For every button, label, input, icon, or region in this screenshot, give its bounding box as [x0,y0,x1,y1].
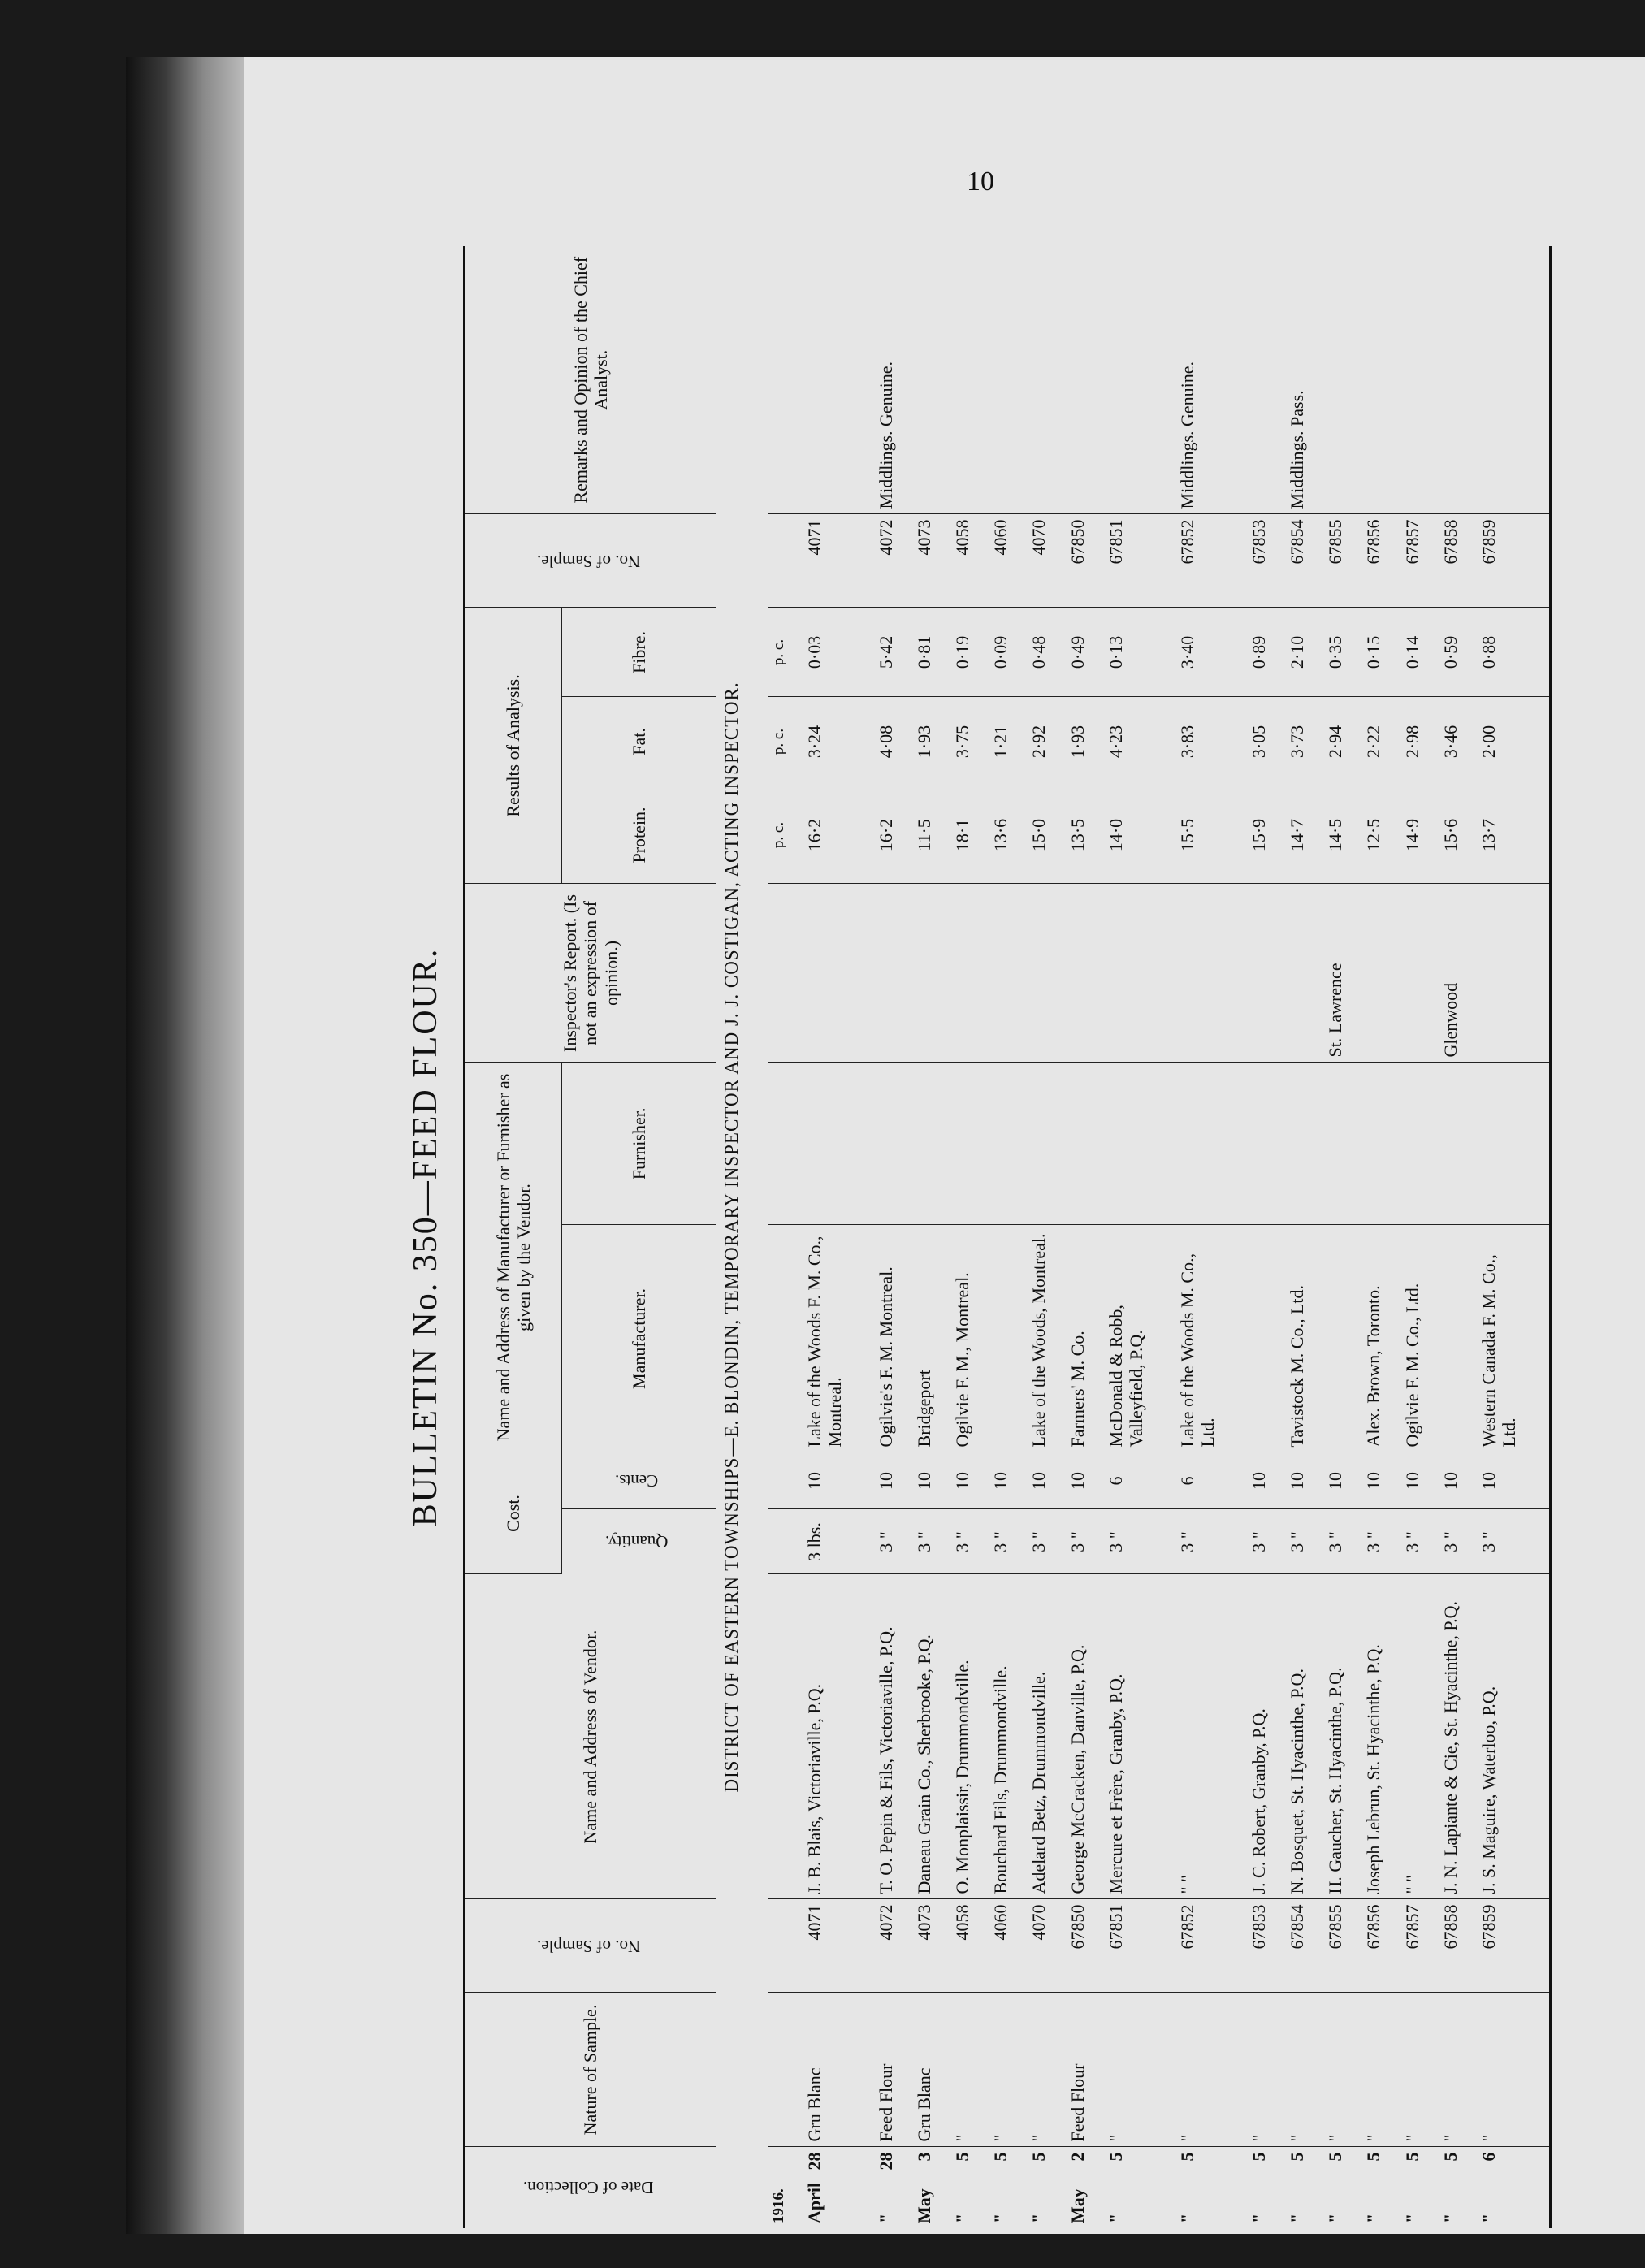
header-protein: Protein. [562,786,716,884]
unit-protein: p. c. [768,786,802,884]
cell-no-sample: 67859 [1477,514,1551,608]
cell-quantity: 3 " [1104,1509,1175,1574]
cell-fibre: 0·13 [1104,608,1175,697]
cell-no-sample: 4073 [912,514,950,608]
cell-month: " [1028,2213,1050,2223]
cell-fat: 2·00 [1477,697,1551,786]
cell-inspector [1027,884,1065,1063]
cell-manufacturer [1439,1225,1477,1452]
cell-inspector [912,884,950,1063]
cell-vendor: J. S. Maguire, Waterloo, P.Q. [1477,1574,1551,1899]
cell-sample-no: 67855 [1323,1899,1361,1993]
cell-day: 28 [875,2152,896,2171]
cell-inspector [1104,884,1175,1063]
cell-no-sample: 67851 [1104,514,1175,608]
unit-fat: p. c. [768,697,802,786]
cell-vendor: " " [1175,1574,1247,1899]
cell-vendor: Mercure et Frère, Granby, P.Q. [1104,1574,1175,1899]
cell-no-sample: 67855 [1323,514,1361,608]
cell-quantity: 3 " [1247,1509,1285,1574]
cell-nature: " [989,1993,1027,2147]
cell-sample-no: 4060 [989,1899,1027,1993]
cell-furnisher [803,1063,874,1225]
cell-nature: Feed Flour [1066,1993,1104,2147]
cell-furnisher [1400,1063,1439,1225]
cell-fibre: 0·15 [1361,608,1400,697]
cell-day: 5 [1286,2152,1307,2162]
cell-no-sample: 4058 [950,514,989,608]
cell-protein: 14·9 [1400,786,1439,884]
cell-sample-no: 4071 [803,1899,874,1993]
cell-cents: 10 [1400,1452,1439,1509]
cell-furnisher [1066,1063,1104,1225]
cell-fibre: 5·42 [874,608,912,697]
cell-fat: 3·83 [1175,697,1247,786]
cell-remarks [1247,246,1285,514]
cell-fibre: 0·59 [1439,608,1477,697]
cell-manufacturer: Bridgeport [912,1225,950,1452]
cell-nature: " [1104,1993,1175,2147]
cell-quantity: 3 " [1400,1509,1439,1574]
cell-remarks: Middlings. Genuine. [874,246,912,514]
cell-date [1439,2147,1477,2228]
cell-manufacturer [1323,1225,1361,1452]
cell-quantity: 3 " [950,1509,989,1574]
cell-month: " [875,2213,896,2223]
cell-remarks [950,246,989,514]
cell-sample-no: 67854 [1285,1899,1323,1993]
cell-fibre: 0·19 [950,608,989,697]
cell-remarks [1104,246,1175,514]
table-row [1027,246,1065,2228]
cell-sample-no: 67858 [1439,1899,1477,1993]
table-row [1477,246,1551,2228]
cell-fat: 2·92 [1027,697,1065,786]
header-vendor: Name and Address of Vendor. [465,1574,716,1899]
cell-manufacturer: Tavistock M. Co., Ltd. [1285,1225,1323,1452]
table-row [1361,246,1400,2228]
cell-vendor: " " [1400,1574,1439,1899]
cell-no-sample: 4070 [1027,514,1065,608]
cell-furnisher [1175,1063,1247,1225]
cell-fibre: 2·10 [1285,608,1323,697]
table-row [950,246,989,2228]
cell-no-sample: 67850 [1066,514,1104,608]
cell-cents: 10 [1439,1452,1477,1509]
cell-inspector [1175,884,1247,1063]
cell-nature: " [1285,1993,1323,2147]
cell-protein: 15·6 [1439,786,1477,884]
cell-cents: 10 [1477,1452,1551,1509]
header-nature: Nature of Sample. [465,1993,716,2147]
cell-manufacturer: Ogilvie F. M. Co., Ltd. [1400,1225,1439,1452]
page-number: 10 [967,167,994,197]
cell-quantity: 3 " [1175,1509,1247,1574]
table-row [1104,246,1175,2228]
cell-no-sample: 67858 [1439,514,1477,608]
cell-manufacturer: Ogilvie's F. M. Montreal. [874,1225,912,1452]
cell-remarks: Middlings. Pass. [1285,246,1323,514]
cell-vendor: George McCracken, Danville, P.Q. [1066,1574,1104,1899]
cell-protein: 15·5 [1175,786,1247,884]
cell-protein: 15·9 [1247,786,1285,884]
cell-vendor: J. N. Lapiante & Cie, St. Hyacinthe, P.Q. [1439,1574,1477,1899]
cell-protein: 11·5 [912,786,950,884]
cell-protein: 14·7 [1285,786,1323,884]
cell-day: 5 [1325,2152,1346,2162]
cell-furnisher [1439,1063,1477,1225]
cell-manufacturer: Alex. Brown, Toronto. [1361,1225,1400,1452]
cell-date [950,2147,989,2228]
cell-manufacturer: Ogilvie F. M., Montreal. [950,1225,989,1452]
table-row [1439,246,1477,2228]
cell-furnisher [1104,1063,1175,1225]
cell-day: 5 [990,2152,1011,2162]
cell-month: " [1325,2213,1346,2223]
cell-sample-no: 4058 [950,1899,989,1993]
cell-quantity: 3 " [1285,1509,1323,1574]
cell-furnisher [912,1063,950,1225]
cell-day: 5 [1248,2152,1269,2162]
cell-protein: 14·5 [1323,786,1361,884]
header-furnisher: Furnisher. [562,1063,716,1225]
cell-date [1361,2147,1400,2228]
cell-nature: " [1247,1993,1285,2147]
cell-sample-no: 67850 [1066,1899,1104,1993]
cell-remarks [1439,246,1477,514]
cell-inspector [950,884,989,1063]
cell-remarks [1477,246,1551,514]
cell-sample-no: 4073 [912,1899,950,1993]
table-row [1066,246,1104,2228]
cell-fat: 1·93 [1066,697,1104,786]
cell-date [803,2147,874,2228]
cell-furnisher [874,1063,912,1225]
header-no-sample: No. of Sample. [465,514,716,608]
table-row [1247,246,1285,2228]
cell-sample-no: 67856 [1361,1899,1400,1993]
cell-vendor: Bouchard Fils, Drummondville. [989,1574,1027,1899]
cell-month: " [1248,2213,1269,2223]
cell-month: " [1105,2213,1126,2223]
cell-nature: " [1175,1993,1247,2147]
table-row [1175,246,1247,2228]
cell-sample-no: 4072 [874,1899,912,1993]
cell-day: 5 [1105,2152,1126,2162]
cell-furnisher [950,1063,989,1225]
cell-date [1027,2147,1065,2228]
cell-date [1247,2147,1285,2228]
cell-protein: 15·0 [1027,786,1065,884]
cell-no-sample: 67854 [1285,514,1323,608]
cell-manufacturer: Western Canada F. M. Co., Ltd. [1477,1225,1551,1452]
cell-nature: " [1477,1993,1551,2147]
cell-protein: 13·7 [1477,786,1551,884]
cell-fat: 3·75 [950,697,989,786]
cell-fat: 2·22 [1361,697,1400,786]
cell-furnisher [1323,1063,1361,1225]
cell-protein: 16·2 [803,786,874,884]
bulletin-title: BULLETIN No. 350—FEED FLOUR. [407,947,444,1527]
cell-vendor: Daneau Grain Co., Sherbrooke, P.Q. [912,1574,950,1899]
cell-date [1400,2147,1439,2228]
header-manufacturer-group: Name and Address of Manufacturer or Furnisher as given by the Vendor. [465,1063,562,1452]
cell-day: 5 [1363,2152,1384,2162]
book-binding [126,57,256,2234]
table-row [803,246,874,2228]
cell-fat: 3·05 [1247,697,1285,786]
cell-vendor: H. Gaucher, St. Hyacinthe, P.Q. [1323,1574,1361,1899]
year-label: 1916. [769,2188,787,2223]
cell-month: " [951,2213,972,2223]
table-row [874,246,912,2228]
cell-protein: 16·2 [874,786,912,884]
cell-month: April [803,2182,825,2223]
cell-no-sample: 4071 [803,514,874,608]
cell-day: 28 [803,2152,825,2171]
table-row [912,246,950,2228]
cell-month: " [1176,2213,1197,2223]
cell-remarks: Middlings. Genuine. [1175,246,1247,514]
cell-inspector [989,884,1027,1063]
cell-furnisher [1477,1063,1551,1225]
cell-sample-no: 67857 [1400,1899,1439,1993]
cell-no-sample: 67852 [1175,514,1247,608]
cell-inspector: St. Lawrence [1323,884,1361,1063]
cell-vendor: T. O. Pepin & Fils, Victoriaville, P.Q. [874,1574,912,1899]
cell-inspector [1361,884,1400,1063]
cell-nature: Gru Blanc [803,1993,874,2147]
cell-vendor: J. B. Blais, Victoriaville, P.Q. [803,1574,874,1899]
cell-fibre: 0·48 [1027,608,1065,697]
cell-protein: 14·0 [1104,786,1175,884]
cell-nature: " [1323,1993,1361,2147]
cell-inspector [1477,884,1551,1063]
cell-day: 6 [1478,2152,1499,2162]
header-manufacturer: Manufacturer. [562,1225,716,1452]
cell-quantity: 3 lbs. [803,1509,874,1574]
cell-furnisher [1361,1063,1400,1225]
cell-remarks [1400,246,1439,514]
cell-date [1066,2147,1104,2228]
cell-remarks [1323,246,1361,514]
cell-fibre: 0·81 [912,608,950,697]
header-cost: Cost. [465,1452,562,1574]
cell-quantity: 3 " [989,1509,1027,1574]
cell-inspector [1400,884,1439,1063]
cell-furnisher [989,1063,1027,1225]
cell-no-sample: 67856 [1361,514,1400,608]
cell-sample-no: 67852 [1175,1899,1247,1993]
cell-quantity: 3 " [912,1509,950,1574]
cell-no-sample: 4060 [989,514,1027,608]
cell-nature: " [1361,1993,1400,2147]
cell-quantity: 3 " [1477,1509,1551,1574]
cell-day: 5 [1176,2152,1197,2162]
cell-fat: 2·94 [1323,697,1361,786]
cell-fibre: 0·49 [1066,608,1104,697]
cell-remarks [912,246,950,514]
cell-month: May [913,2188,934,2223]
cell-date [1323,2147,1361,2228]
header-cents: Cents. [562,1452,716,1509]
cell-protein: 12·5 [1361,786,1400,884]
cell-fat: 1·21 [989,697,1027,786]
cell-vendor: Adelard Betz, Drummondville. [1027,1574,1065,1899]
cell-sample-no: 67853 [1247,1899,1285,1993]
cell-date [989,2147,1027,2228]
cell-cents: 10 [912,1452,950,1509]
cell-inspector [1247,884,1285,1063]
cell-cents: 10 [950,1452,989,1509]
cell-quantity: 3 " [1439,1509,1477,1574]
cell-protein: 13·5 [1066,786,1104,884]
cell-nature: " [950,1993,989,2147]
cell-day: 5 [1401,2152,1422,2162]
feed-flour-table [463,246,1552,2228]
cell-date [874,2147,912,2228]
header-results: Results of Analysis. [465,608,562,884]
cell-fibre: 0·89 [1247,608,1285,697]
cell-cents: 10 [874,1452,912,1509]
cell-furnisher [1027,1063,1065,1225]
cell-protein: 18·1 [950,786,989,884]
cell-month: " [1363,2213,1384,2223]
cell-cents: 10 [1285,1452,1323,1509]
cell-remarks [803,246,874,514]
cell-quantity: 3 " [1361,1509,1400,1574]
district-heading: DISTRICT OF EASTERN TOWNSHIPS—E. BLONDIN, TEMPORARY INSPECTOR AND J. J. COSTIGAN, ACTING INSPECTOR. [716,246,768,2228]
cell-nature: " [1439,1993,1477,2147]
cell-manufacturer [1247,1225,1285,1452]
cell-cents: 10 [1027,1452,1065,1509]
cell-cents: 10 [989,1452,1027,1509]
table-row [1323,246,1361,2228]
cell-sample-no: 4070 [1027,1899,1065,1993]
cell-inspector: Glenwood [1439,884,1477,1063]
cell-fibre: 0·09 [989,608,1027,697]
cell-furnisher [1247,1063,1285,1225]
table-row [989,246,1027,2228]
cell-fat: 4·08 [874,697,912,786]
cell-fibre: 0·03 [803,608,874,697]
cell-fibre: 3·40 [1175,608,1247,697]
cell-fat: 4·23 [1104,697,1175,786]
cell-nature: " [1400,1993,1439,2147]
cell-month: " [1478,2213,1499,2223]
cell-day: 5 [1028,2152,1050,2162]
cell-vendor: Joseph Lebrun, St. Hyacinthe, P.Q. [1361,1574,1400,1899]
table-row [1285,246,1323,2228]
unit-fibre: p. c. [768,608,802,697]
cell-cents: 10 [1066,1452,1104,1509]
header-remarks: Remarks and Opinion of the Chief Analyst. [465,246,716,514]
cell-fibre: 0·88 [1477,608,1551,697]
header-fibre: Fibre. [562,608,716,697]
cell-day: 5 [951,2152,972,2162]
cell-day: 5 [1439,2152,1461,2162]
cell-furnisher [1285,1063,1323,1225]
cell-quantity: 3 " [1066,1509,1104,1574]
cell-fat: 3·46 [1439,697,1477,786]
cell-quantity: 3 " [1323,1509,1361,1574]
header-date: Date of Collection. [465,2147,716,2228]
cell-manufacturer: McDonald & Robb, Valleyfield, P.Q. [1104,1225,1175,1452]
cell-fat: 1·93 [912,697,950,786]
cell-date [1104,2147,1175,2228]
cell-vendor: J. C. Robert, Granby, P.Q. [1247,1574,1285,1899]
cell-nature: " [1027,1993,1065,2147]
header-fat: Fat. [562,697,716,786]
cell-no-sample: 67853 [1247,514,1285,608]
cell-fat: 2·98 [1400,697,1439,786]
cell-sample-no: 67859 [1477,1899,1551,1993]
cell-nature: Gru Blanc [912,1993,950,2147]
cell-inspector [803,884,874,1063]
cell-sample-no: 67851 [1104,1899,1175,1993]
cell-month: " [990,2213,1011,2223]
cell-nature: Feed Flour [874,1993,912,2147]
cell-inspector [1066,884,1104,1063]
cell-remarks [989,246,1027,514]
cell-manufacturer: Lake of the Woods, Montreal. [1027,1225,1065,1452]
cell-inspector [1285,884,1323,1063]
cell-fibre: 0·14 [1400,608,1439,697]
cell-cents: 10 [1247,1452,1285,1509]
cell-month: " [1286,2213,1307,2223]
header-quantity: Quantity. [562,1509,716,1574]
cell-vendor: O. Monplaissir, Drummondville. [950,1574,989,1899]
cell-protein: 13·6 [989,786,1027,884]
header-inspector: Inspector's Report. (Is not an expression of opinion.) [465,884,716,1063]
cell-manufacturer: Lake of the Woods M. Co., Ltd. [1175,1225,1247,1452]
cell-fat: 3·73 [1285,697,1323,786]
cell-manufacturer: Lake of the Woods F. M. Co., Montreal. [803,1225,874,1452]
cell-remarks [1361,246,1400,514]
cell-quantity: 3 " [1027,1509,1065,1574]
header-sample-no: No. of Sample. [465,1899,716,1993]
cell-quantity: 3 " [874,1509,912,1574]
cell-month: " [1401,2213,1422,2223]
cell-no-sample: 67857 [1400,514,1439,608]
cell-cents: 10 [1323,1452,1361,1509]
cell-day: 3 [913,2152,934,2162]
cell-remarks [1027,246,1065,514]
cell-vendor: N. Bosquet, St. Hyacinthe, P.Q. [1285,1574,1323,1899]
cell-manufacturer [989,1225,1027,1452]
cell-manufacturer: Farmers' M. Co. [1066,1225,1104,1452]
cell-cents: 10 [1361,1452,1400,1509]
cell-date [1477,2147,1551,2228]
cell-cents: 6 [1104,1452,1175,1509]
cell-inspector [874,884,912,1063]
cell-remarks [1066,246,1104,514]
cell-date [912,2147,950,2228]
cell-no-sample: 4072 [874,514,912,608]
cell-month: " [1439,2213,1461,2223]
cell-month: May [1067,2188,1088,2223]
cell-cents: 10 [803,1452,874,1509]
cell-date [1175,2147,1247,2228]
cell-cents: 6 [1175,1452,1247,1509]
cell-fat: 3·24 [803,697,874,786]
cell-day: 2 [1067,2152,1088,2162]
rotated-content [407,246,1556,2228]
table-row [1400,246,1439,2228]
cell-date [1285,2147,1323,2228]
cell-fibre: 0·35 [1323,608,1361,697]
